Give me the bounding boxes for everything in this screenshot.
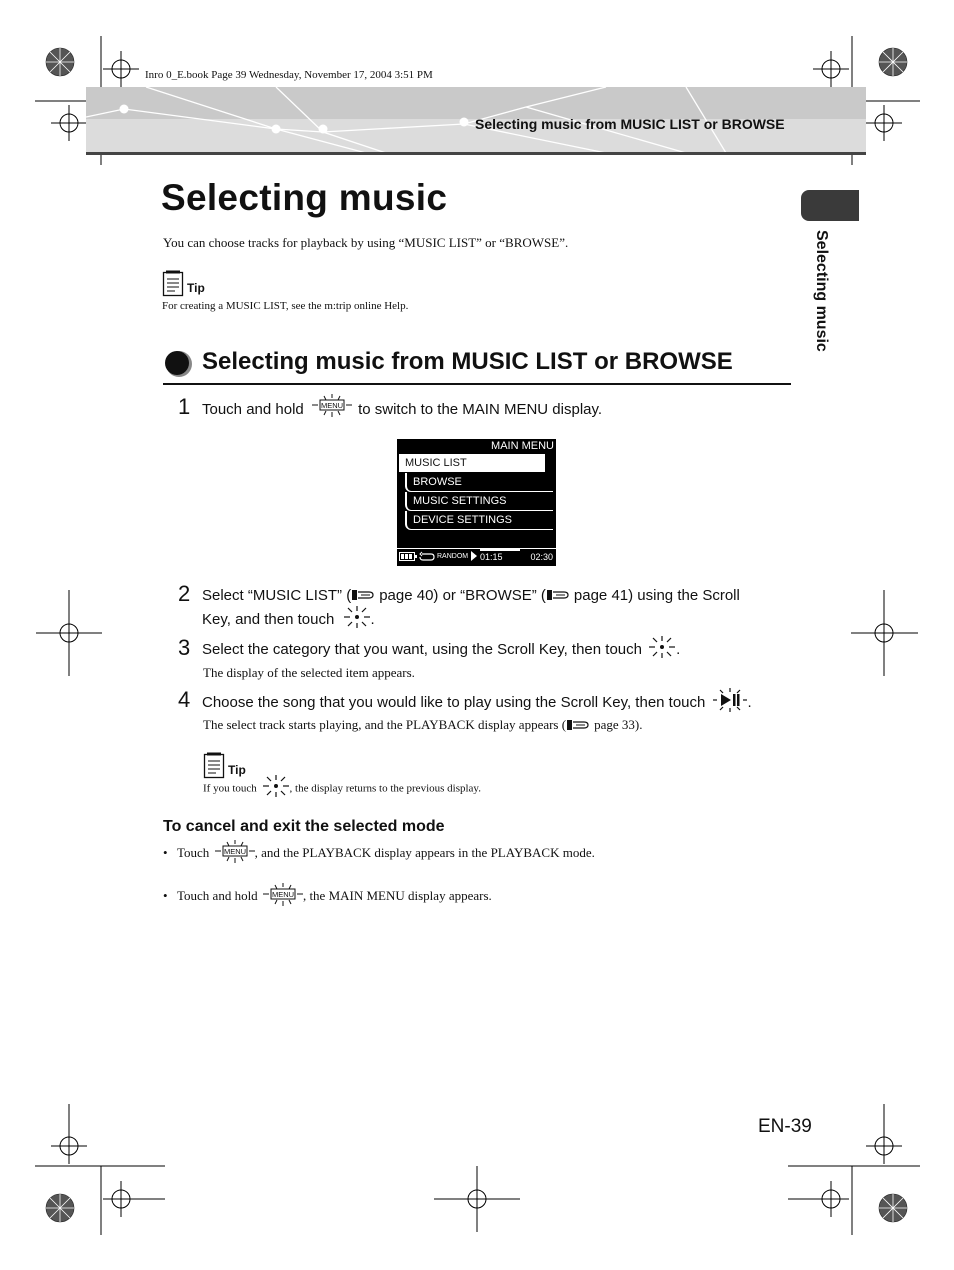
bullet-item: • Touch and hold MENU , the MAIN MENU display appears. [163, 886, 492, 908]
lcd-item-device-settings: DEVICE SETTINGS [405, 511, 553, 530]
svg-text:MENU: MENU [320, 401, 343, 411]
battery-icon [399, 552, 417, 561]
tip-2: Tip If you touch , the display returns to the previous display. [203, 752, 623, 804]
lcd-main-menu-screen [397, 439, 556, 566]
step-number: 1 [178, 394, 191, 419]
tip-label: Tip [228, 763, 246, 777]
play-indicator-icon [470, 551, 478, 561]
lcd-mode: RANDOM [437, 553, 469, 560]
header-section-title: Selecting music from MUSIC LIST or BROWSE [475, 116, 785, 132]
section-bullet-icon [163, 349, 197, 379]
lcd-separator [397, 548, 556, 549]
svg-text:MENU: MENU [271, 890, 294, 899]
lcd-elapsed: 01:15 [480, 552, 503, 562]
side-tab-label: Selecting music [813, 230, 830, 352]
repeat-icon [419, 551, 435, 562]
step-note: The display of the selected item appears. [203, 665, 415, 680]
page-reference-icon [566, 718, 590, 732]
enter-button-icon [262, 774, 290, 798]
menu-button-icon [263, 882, 303, 908]
tip-1 [162, 270, 562, 320]
tip-text: For creating a MUSIC LIST, see the m:trip online Help. [162, 300, 409, 312]
svg-text:MENU: MENU [223, 847, 246, 856]
side-tab [801, 190, 859, 221]
section-heading: Selecting music from MUSIC LIST or BROWSE [202, 348, 733, 375]
tip-label: Tip [187, 281, 205, 295]
step-1: 1 Touch and hold MENU to switch to the MAIN MENU display. [178, 394, 603, 419]
lcd-item-music-settings: MUSIC SETTINGS [405, 492, 553, 511]
lcd-total: 02:30 [530, 552, 553, 562]
step-number: 2 [178, 581, 191, 606]
step-3: 3 Select the category that you want, using the Scroll Key, then touch . The display of the selected item appears. [178, 635, 681, 680]
menu-button-icon [312, 393, 352, 419]
step-2: 2 Select “MUSIC LIST” ( page 40) or “BROWSE” ( page 41) using the Scroll Key, and then touch . [178, 581, 740, 628]
page-reference-icon [351, 588, 375, 602]
intro-text: You can choose tracks for playback by using “MUSIC LIST” or “BROWSE”. [163, 235, 569, 250]
tip-notepad-icon [203, 752, 227, 780]
print-info: Inro 0_E.book Page 39 Wednesday, November 17, 2004 3:51 PM [145, 69, 433, 81]
play-pause-button-icon [712, 687, 748, 713]
header-band [86, 87, 866, 153]
header-rule [86, 152, 866, 155]
tip-notepad-icon [162, 270, 186, 298]
enter-button-icon [648, 635, 676, 659]
lcd-item-browse: BROWSE [405, 473, 553, 492]
step-4: 4 Choose the song that you would like to play using the Scroll Key, then touch . The select track starts playing, and the PLAYBACK display appears ( page 33). [178, 687, 752, 732]
section-rule [163, 383, 791, 385]
page-number: EN-39 [758, 1116, 812, 1137]
page-reference-icon [546, 588, 570, 602]
menu-button-icon [215, 839, 255, 865]
bullet-item: • Touch MENU , and the PLAYBACK display appears in the PLAYBACK mode. [163, 843, 595, 865]
page-title: Selecting music [161, 177, 448, 218]
enter-button-icon [343, 605, 371, 629]
cancel-heading: To cancel and exit the selected mode [163, 818, 445, 835]
lcd-header: MAIN MENU [491, 440, 554, 452]
step-number: 4 [178, 687, 191, 712]
step-number: 3 [178, 635, 191, 660]
progress-bar [480, 549, 520, 551]
lcd-item-music-list: MUSIC LIST [399, 454, 545, 472]
